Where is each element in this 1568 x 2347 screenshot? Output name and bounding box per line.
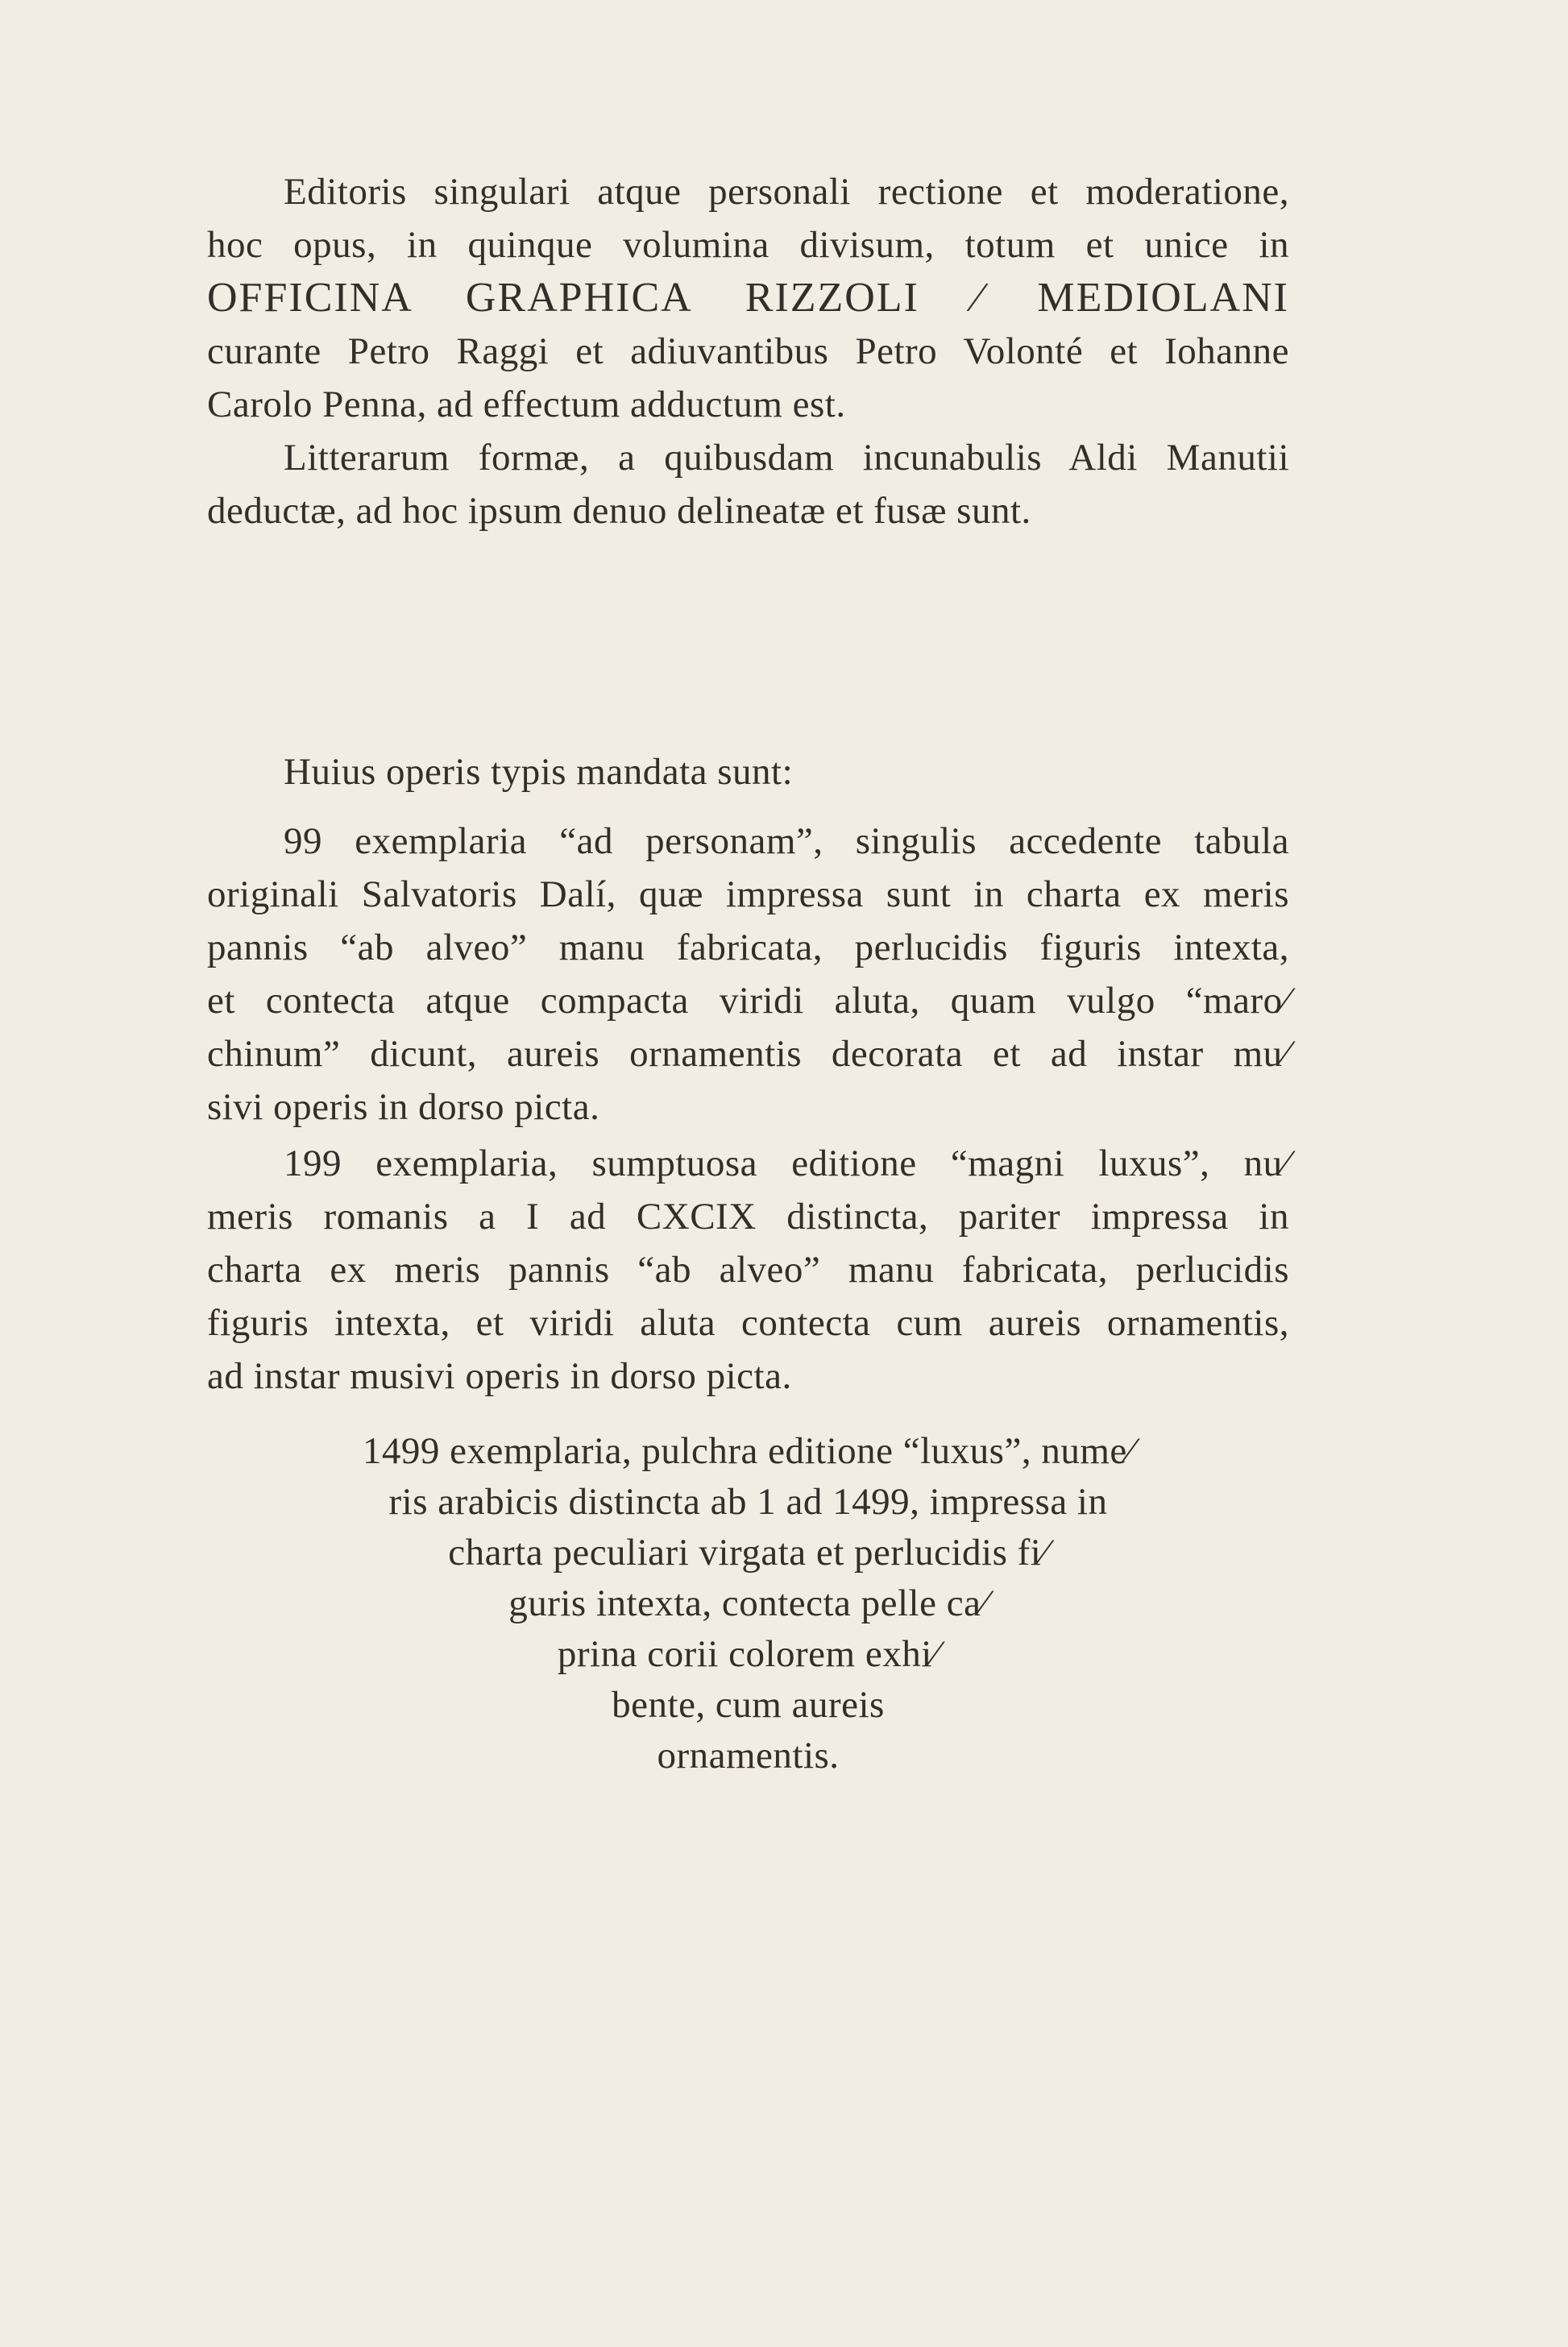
edition-99-paragraph: [207, 815, 1289, 1134]
section-heading: Huius operis typis mandata sunt:: [284, 751, 794, 793]
colophon-text: [207, 165, 1289, 1781]
edition-199-paragraph: [207, 1137, 1289, 1403]
colophon-line: figuris intexta, et viridi aluta contecta cum aureis ornamentis,: [207, 1302, 1289, 1344]
colophon-line: hoc opus, in quinque volumina divisum, totum et unice in: [207, 224, 1289, 266]
colophon-line: 99 exemplaria “ad personam”, singulis accedente tabula: [284, 820, 1289, 862]
colophon-line: Carolo Penna, ad effectum adductum est.: [207, 384, 846, 425]
colophon-line: prina corii colorem exhi⁄: [557, 1633, 940, 1675]
colophon-line: ornamentis.: [657, 1735, 840, 1777]
colophon-line: meris romanis a I ad CXCIX distincta, pariter impressa in: [207, 1196, 1289, 1238]
colophon-line: 1499 exemplaria, pulchra editione “luxus”, nume⁄: [362, 1430, 1135, 1472]
edition-1499-paragraph: [207, 1426, 1289, 1781]
colophon-line: guris intexta, contecta pelle ca⁄: [508, 1582, 988, 1624]
colophon-line: ris arabicis distincta ab 1 ad 1499, impressa in: [388, 1481, 1108, 1523]
colophon-line: ad instar musivi operis in dorso picta.: [207, 1355, 792, 1397]
colophon-line: 199 exemplaria, sumptuosa editione “magni luxus”, nu⁄: [284, 1142, 1289, 1184]
colophon-line: Litterarum formæ, a quibusdam incunabulis Aldi Manutii: [284, 437, 1289, 479]
colophon-line: charta peculiari virgata et perlucidis fi⁄: [448, 1532, 1048, 1574]
colophon-line: curante Petro Raggi et adiuvantibus Petro Volonté et Iohanne: [207, 330, 1289, 372]
colophon-line: Editoris singulari atque personali rectione et moderatione,: [284, 171, 1289, 213]
colophon-line: pannis “ab alveo” manu fabricata, perlucidis figuris intexta,: [207, 927, 1289, 968]
colophon-line: chinum” dicunt, aureis ornamentis decorata et ad instar mu⁄: [207, 1033, 1289, 1075]
intro-paragraph: [207, 165, 1289, 431]
colophon-line: deductæ, ad hoc ipsum denuo delineatæ et fusæ sunt.: [207, 490, 1031, 532]
colophon-line: originali Salvatoris Dalí, quæ impressa sunt in charta ex meris: [207, 873, 1289, 915]
printer-name-line: OFFICINA GRAPHICA RIZZOLI ⁄ MEDIOLANI: [207, 275, 1289, 321]
colophon-line: et contecta atque compacta viridi aluta, quam vulgo “maro⁄: [207, 980, 1289, 1022]
colophon-line: bente, cum aureis: [612, 1684, 885, 1726]
colophon-line: charta ex meris pannis “ab alveo” manu fabricata, perlucidis: [207, 1249, 1289, 1291]
colophon-line: sivi operis in dorso picta.: [207, 1086, 600, 1128]
typeface-paragraph: [207, 431, 1289, 537]
